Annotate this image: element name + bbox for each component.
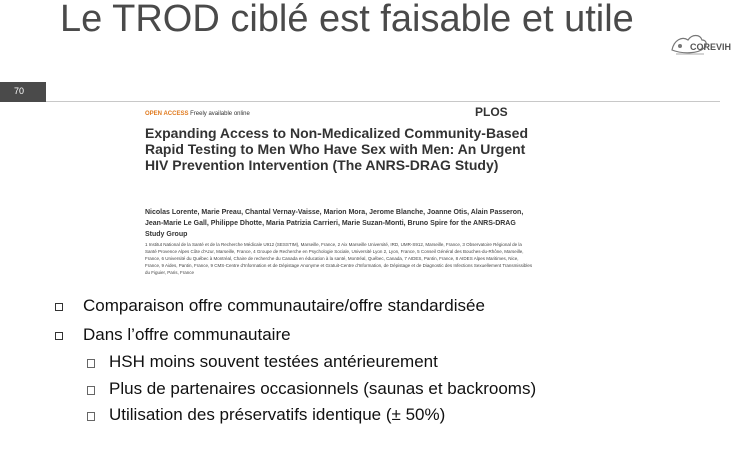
title-divider [0, 101, 720, 102]
bullet-item [55, 322, 675, 348]
sub-bullet-text: Plus de partenaires occasionnels (saunas et backrooms) [109, 379, 537, 398]
open-access-note: Freely available online [190, 111, 250, 117]
paper-authors: Nicolas Lorente, Marie Preau, Chantal Vernay-Vaisse, Marion Mora, Jerome Blanche, Joanne Otis, Alain Passeron, Jean-Marie Le Gall, Philippe Dhotte, Maria Patrizia Carrieri, Marie Suzan-Monti, Bruno Spire for the ANRS-DRAG Study Group [145, 209, 524, 238]
publisher-logo: PLOS [475, 105, 508, 119]
open-access-label: OPEN ACCESS [145, 111, 189, 117]
paper-title: Expanding Access to Non-Medicalized Community-Based Rapid Testing to Men Who Have Sex with Men: An Urgent HIV Prevention Intervention (The ANRS-DRAG Study) [145, 125, 528, 173]
slide-number-badge [0, 82, 46, 102]
slide-number: 70 [14, 86, 25, 96]
sub-bullet-item [87, 405, 667, 427]
bullet-text: Comparaison offre communautaire/offre standardisée [83, 296, 485, 315]
sub-bullet-text: Utilisation des préservatifs identique (± 50%) [109, 405, 446, 424]
sub-bullet-icon [87, 412, 95, 421]
bullet-item [55, 293, 675, 319]
logo-text: COREVIH [690, 42, 731, 52]
sub-bullet-icon [87, 386, 95, 395]
sub-bullet-icon [87, 359, 95, 368]
sub-bullet-item [87, 352, 667, 374]
slide-title: Le TROD ciblé est faisable et utile [60, 0, 634, 40]
bullet-text: Dans l’offre communautaire [83, 325, 291, 344]
bullet-square-icon [55, 332, 63, 340]
sub-bullet-item [87, 379, 667, 401]
sub-bullet-text: HSH moins souvent testées antérieurement [109, 352, 438, 371]
paper-affiliations: 1 Institut National de la Santé et de la Recherche Médicale U912 (SESSTIM), Marseille, France, 2 Aix Marseille Université, IRD, UMR-S912, Marseille, France, 3 Observatoire Régional de la Santé Provence Alpes Côte d'Azur, Marseille, France, 4 Groupe de Recherche en Psychologie Sociale, Université Lyon 2, Lyon, France, 5 Conseil Général des Bouches-du-Rhône, Marseille, France, 6 Université du Québec à Montréal, Chaire de recherche du Canada en éducation à la santé, Montréal, Québec, Canada, 7 AIDES, Pantin, France, 8 AIDES Alpes Maritimes, Nice, France, 9 Aides, Pantin, France, 9 CMS-Centre d'Information et de Dépistage Anonyme et Gratuit-Centre d'Information, de Dépistage et de Diagnostic des Infections Sexuellement Transmissibles du Figuier, Paris, France [145, 242, 533, 275]
open-access-line [145, 111, 250, 117]
paper-excerpt [145, 105, 533, 285]
bullet-square-icon [55, 303, 63, 311]
